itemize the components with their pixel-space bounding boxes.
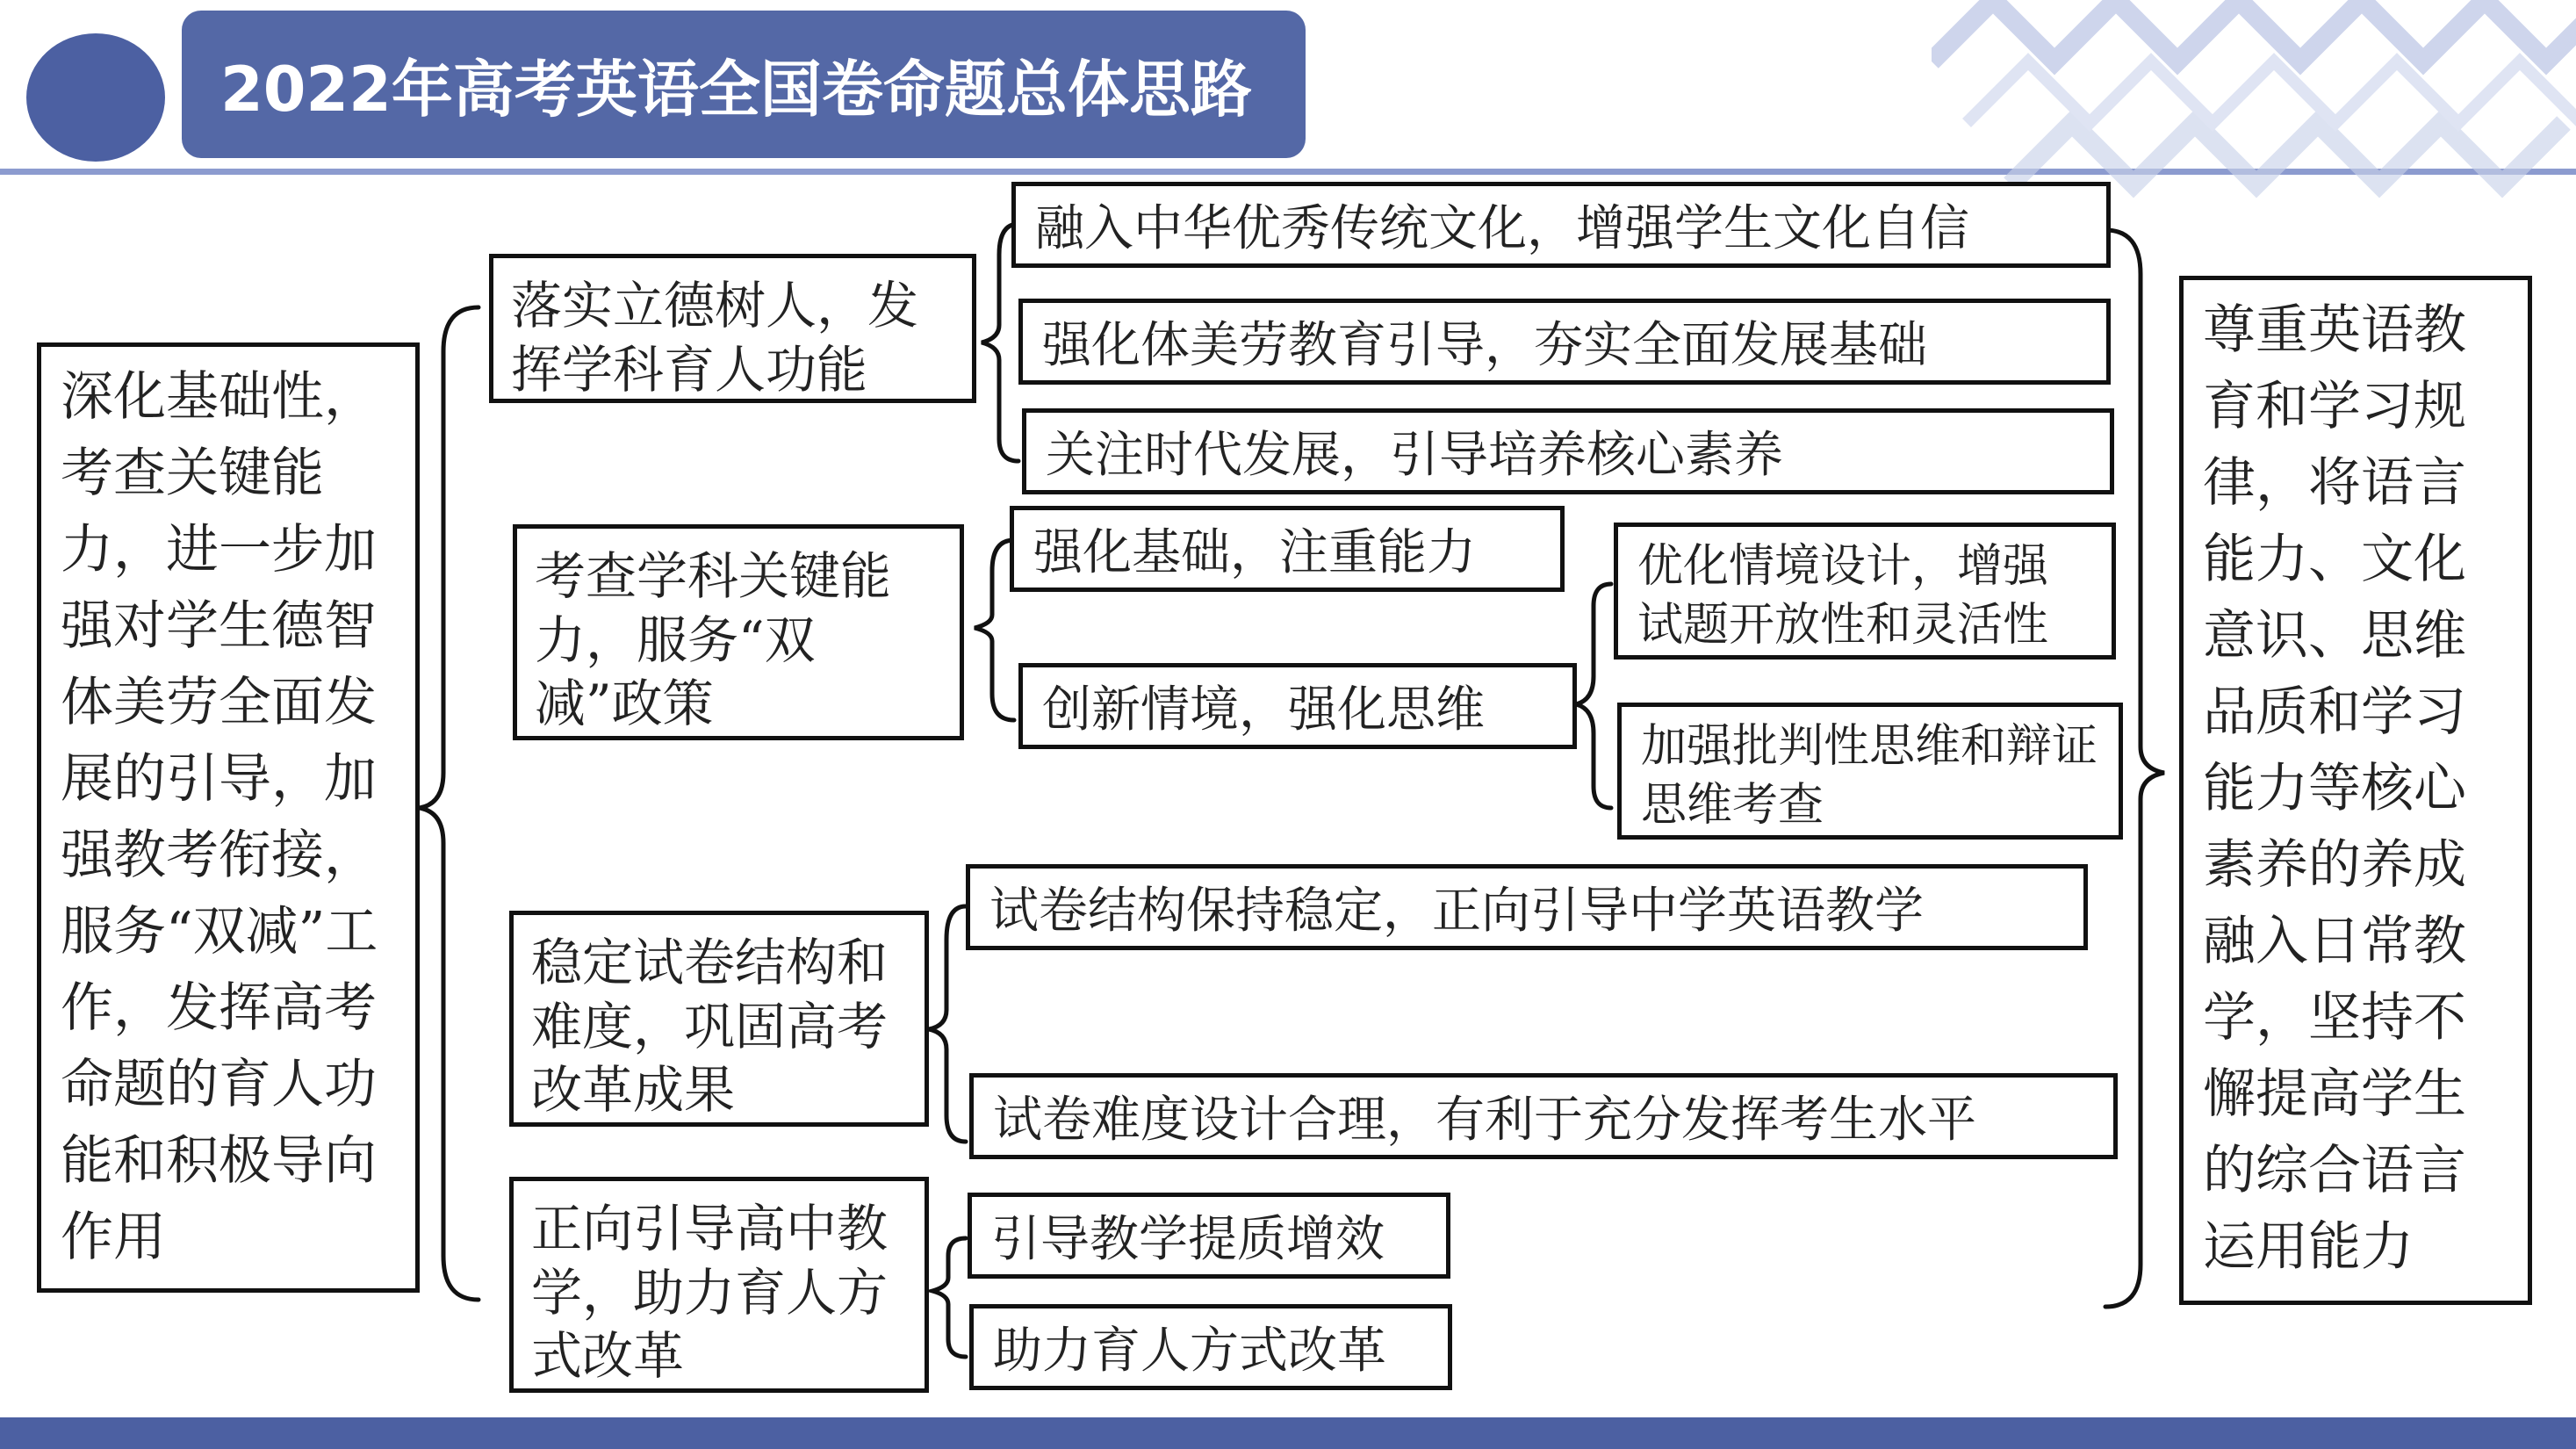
branch-3-label [509, 911, 929, 1127]
branch-1-item-1-text: 融入中华优秀传统文化，增强学生文化自信 [1035, 200, 1969, 257]
page-title: 2022年高考英语全国卷命题总体思路 [182, 11, 1306, 158]
branch-4-label [509, 1177, 929, 1393]
branch-4-item-1-text: 引导教学提质增效 [991, 1211, 1385, 1268]
branch-3-label-text: 稳定试卷结构和难度，巩固高考改革成果 [531, 933, 889, 1120]
branch-4-item-2 [969, 1304, 1452, 1390]
branch-2-subitem-1 [1614, 523, 2116, 660]
branch-3-item-1-text: 试卷结构保持稳定，正向引导中学英语教学 [989, 883, 1924, 940]
branch-1-item-1 [1011, 182, 2111, 268]
branch-4-label-text: 正向引导高中教学，助力育人方式改革 [531, 1199, 889, 1386]
right-summary-text: 尊重英语教育和学习规律，将语言能力、文化意识、思维品质和学习能力等核心素养的养成融入日常教学，坚持不懈提高学生的综合语言运用能力 [2203, 299, 2466, 1278]
branch-2-item-2 [1018, 663, 1577, 749]
branch-1-item-2-text: 强化体美劳教育引导，夯实全面发展基础 [1042, 317, 1927, 374]
branch-2-subitem-2-text: 加强批判性思维和辩证思维考查 [1641, 720, 2098, 832]
branch-3-item-2-text: 试卷难度设计合理，有利于充分发挥考生水平 [993, 1092, 1976, 1149]
branch-4-item-1 [968, 1193, 1450, 1279]
branch-2-item-1-text: 强化基础，注重能力 [1033, 524, 1476, 581]
branch-2-label [513, 524, 964, 740]
left-summary-text: 深化基础性，考查关键能力，进一步加强对学生德智体美劳全面发展的引导，加强教考衔接，服务“双减”工作，发挥高考命题的育人功能和积极导向作用 [61, 366, 378, 1268]
branch-1-item-2 [1018, 299, 2111, 385]
branch-2-subitem-1-text: 优化情境设计，增强试题开放性和灵活性 [1637, 540, 2049, 652]
branch-3-item-1 [966, 864, 2088, 950]
branch-2-subitem-2 [1617, 703, 2123, 840]
branch-4-item-2-text: 助力育人方式改革 [993, 1323, 1386, 1380]
branch-1-item-3 [1022, 408, 2114, 494]
branch-2-item-2-text: 创新情境，强化思维 [1042, 681, 1485, 739]
branch-1-item-3-text: 关注时代发展，引导培养核心素养 [1046, 427, 1783, 484]
left-summary-box [37, 342, 420, 1293]
branch-2-item-1 [1010, 506, 1565, 592]
branch-1-label [489, 254, 976, 403]
right-summary-box [2179, 276, 2532, 1305]
branch-1-label-text: 落实立德树人，发挥学科育人功能 [511, 276, 919, 400]
footer-bar [0, 1417, 2576, 1449]
branch-2-label-text: 考查学科关键能力，服务“双减”政策 [535, 546, 892, 733]
branch-3-item-2 [969, 1073, 2118, 1159]
